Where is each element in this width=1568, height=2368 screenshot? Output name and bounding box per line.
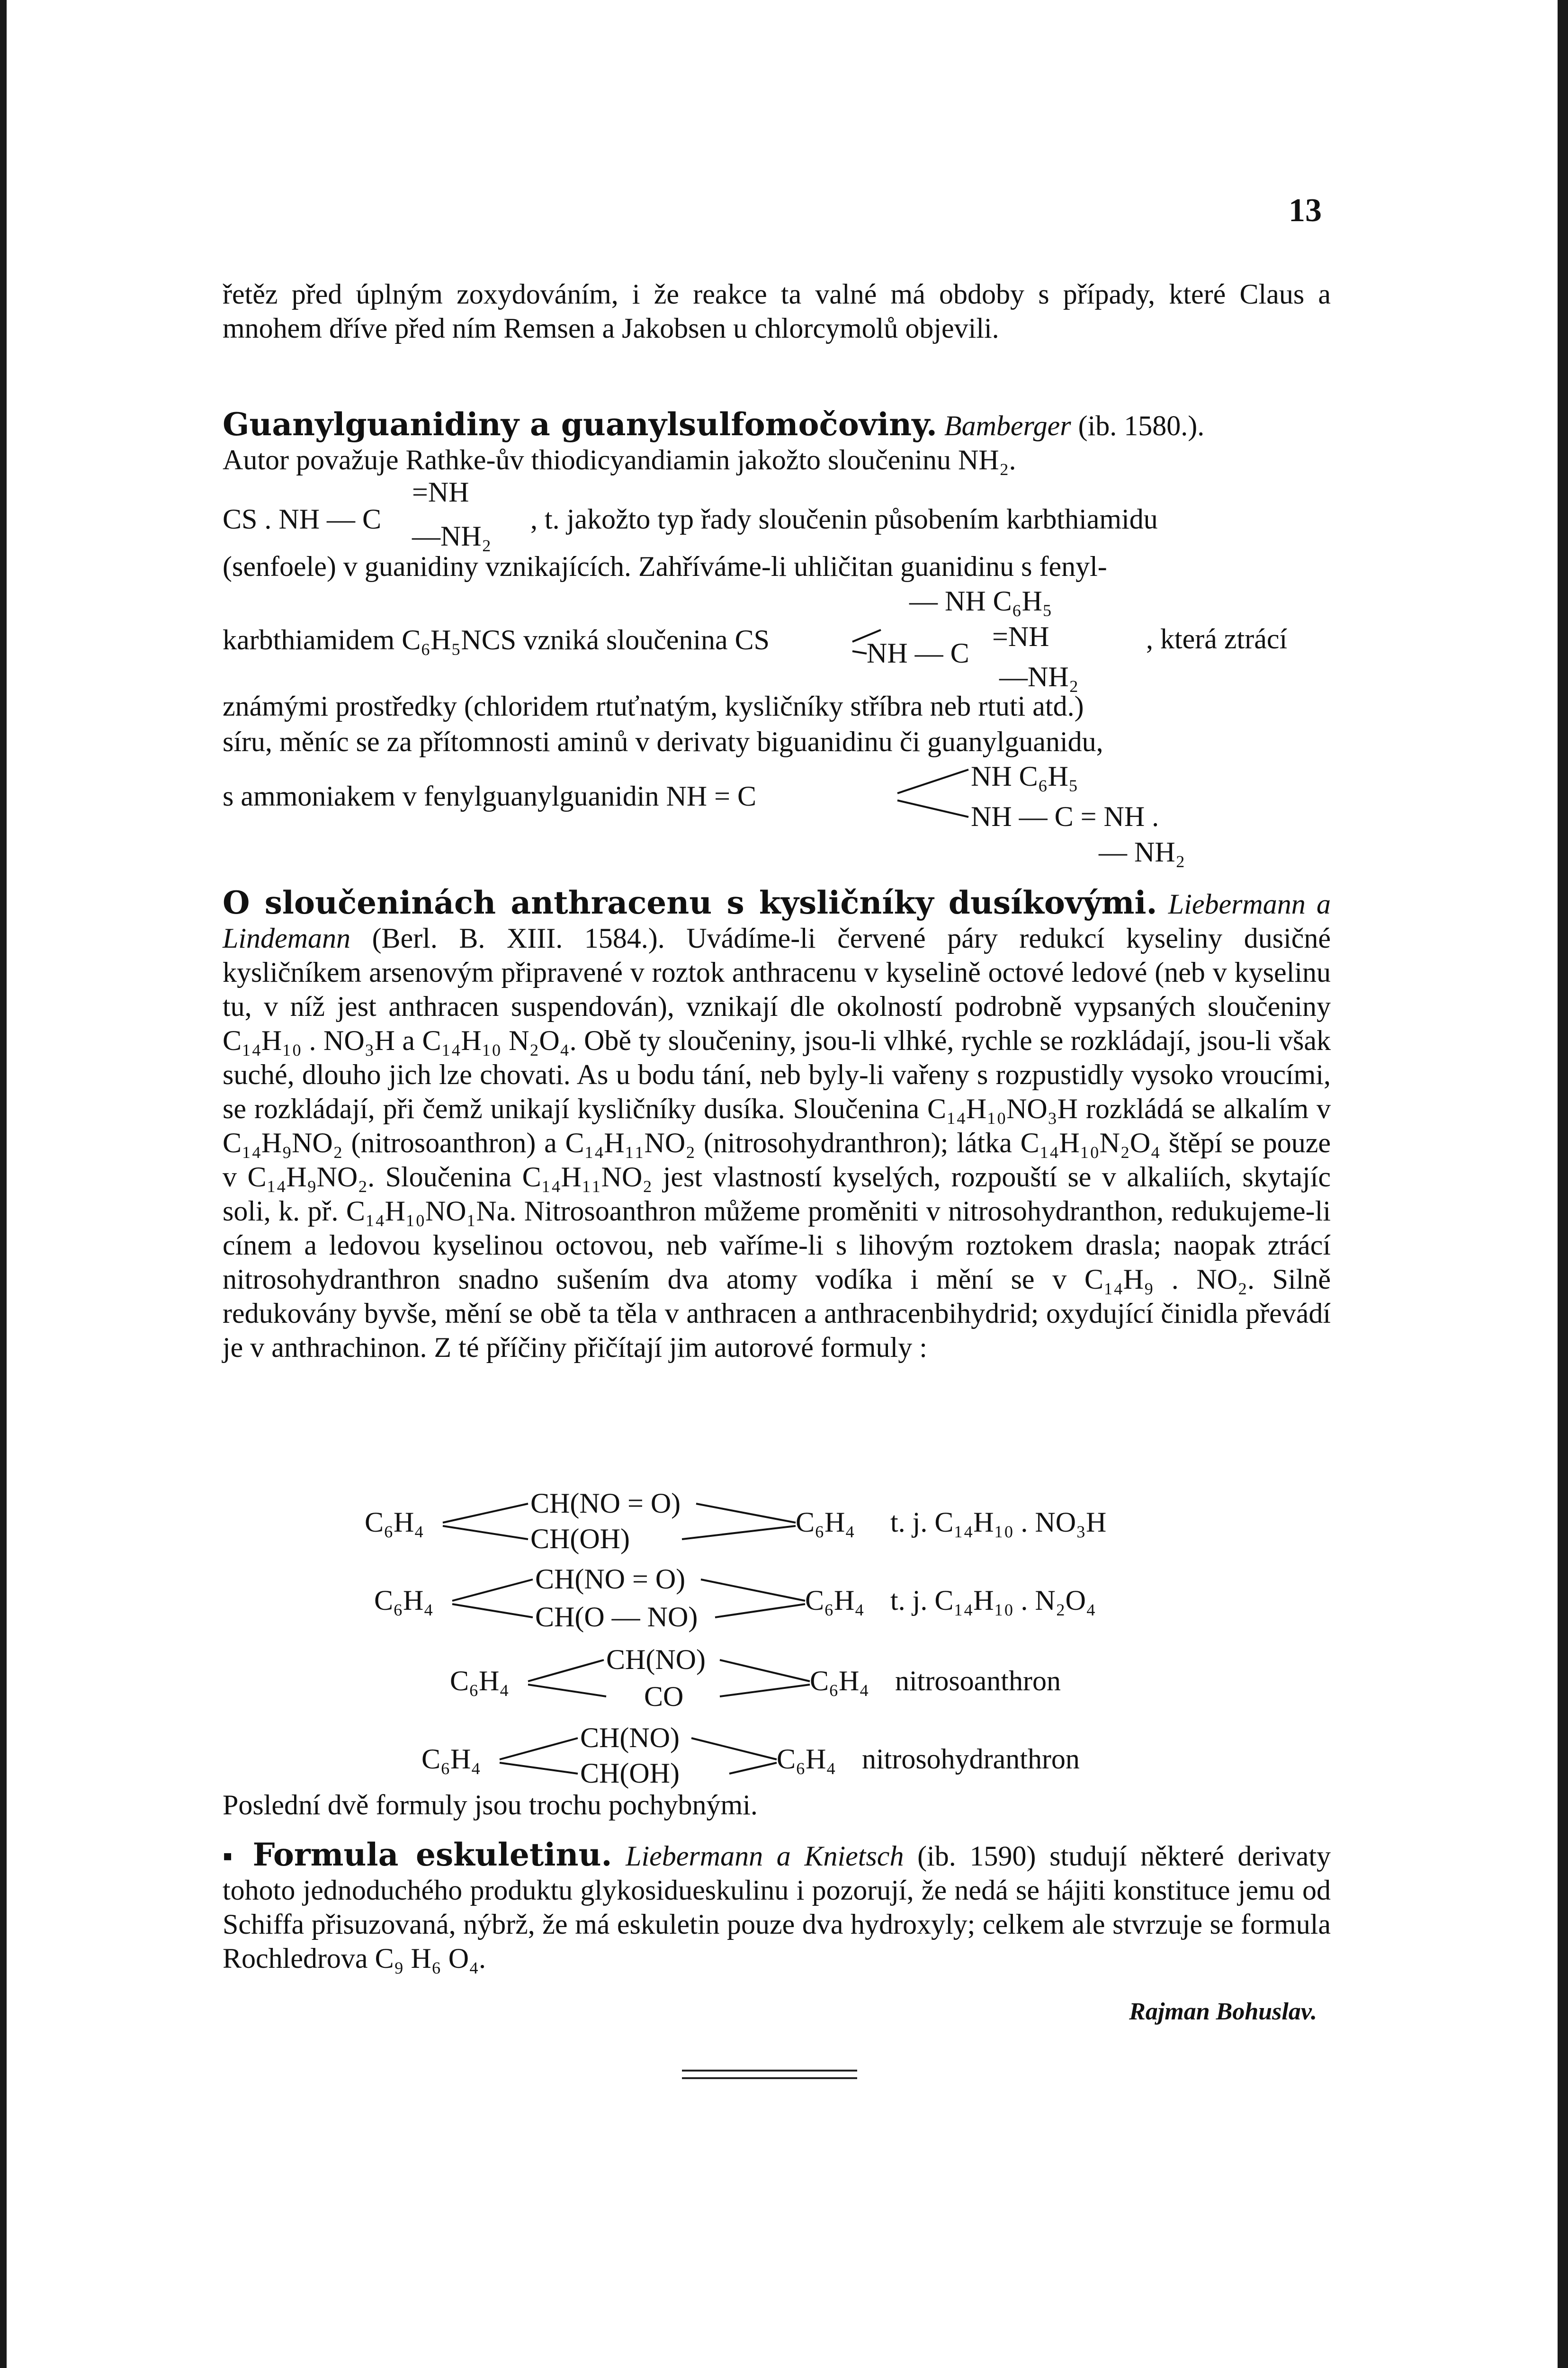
signature: Rajman Bohuslav. xyxy=(1129,1998,1317,2025)
reaction-1-bottom: CH(OH) xyxy=(530,1523,630,1554)
reaction-4-right: C₆H₄ xyxy=(777,1743,836,1775)
reaction-4-note: nitrosohydranthron xyxy=(862,1743,1080,1775)
reaction-2-top: CH(NO = O) xyxy=(535,1563,686,1595)
formula-2-prefix: karbthiamidem C₆H₅NCS vzniká sloučenina CS xyxy=(223,624,770,655)
section-3-author: Liebermann a Knietsch xyxy=(626,1840,904,1872)
bond-r1-ur xyxy=(696,1504,796,1523)
formula-2-suffix: , která ztrácí xyxy=(1146,623,1288,655)
reaction-1-note: t. j. C₁₄H₁₀ . NO₃H xyxy=(890,1507,1107,1538)
section-1-author: Bamberger xyxy=(944,410,1071,441)
formula-3-top: NH C₆H₅ xyxy=(971,761,1078,792)
formula-2-nh: =NH xyxy=(992,621,1049,652)
reaction-4-bottom: CH(OH) xyxy=(580,1758,680,1789)
bond-r4-ur xyxy=(691,1738,777,1759)
reaction-3-right: C₆H₄ xyxy=(810,1665,869,1696)
bond-r2-ul xyxy=(452,1579,533,1601)
reaction-2-note: t. j. C₁₄H₁₀ . N₂O₄ xyxy=(890,1585,1096,1616)
intro-paragraph: řetěz před úplným zoxydováním, i že reakce ta valné má obdoby s případy, které Claus a mnohem dříve před ním Remsen a Jakobsen u chlorcymolů objevili. xyxy=(223,278,1331,344)
bond-r3-lr xyxy=(720,1685,810,1696)
reaction-3-note: nitrosoanthron xyxy=(895,1665,1061,1696)
bond-r4-lr xyxy=(729,1763,777,1774)
bond-r3-ul xyxy=(528,1660,604,1681)
bond-r1-lr xyxy=(682,1526,796,1539)
reaction-3-left: C₆H₄ xyxy=(450,1665,510,1696)
section-1-line-8: síru, měníc se za přítomnosti aminů v derivaty biguanidinu či guanylguanidu, xyxy=(223,726,1103,757)
formula-1-prefix: CS . NH — C xyxy=(223,503,382,535)
reaction-2-right: C₆H₄ xyxy=(805,1585,865,1616)
section-3-paragraph: ▪ Formula eskuletinu. Liebermann a Knietsch (ib. 1590) studují některé derivaty tohoto jednoduchého produktu glykosidueskulinu i pozorují, že nedá se hájiti konstituce jemu od Schiffa přisuzovaná, nýbrž, že má eskuletin pouze dva hydroxyly; celkem ale stvrzuje se formula Rochledrova C₉ H₆ O₄. xyxy=(223,1836,1331,1974)
reaction-4-top: CH(NO) xyxy=(580,1722,680,1753)
bond-f2-lower xyxy=(852,651,867,654)
section-1-line-7: známými prostředky (chloridem rtuťnatým, kysličníky stříbra neb rtuti atd.) xyxy=(223,691,1084,722)
formula-3-bottom: — NH₂ xyxy=(1099,836,1185,868)
bond-r2-lr xyxy=(715,1604,805,1617)
bond-r2-ur xyxy=(701,1579,805,1601)
reaction-1-right: C₆H₄ xyxy=(796,1507,855,1538)
bond-r1-ul xyxy=(443,1504,528,1523)
bond-r3-ll xyxy=(528,1685,606,1696)
reaction-3-bottom: CO xyxy=(644,1681,684,1712)
page-number: 13 xyxy=(1289,192,1322,229)
bond-r3-ur xyxy=(720,1660,810,1681)
section-2-ref: (Berl. B. XIII. 1584.). xyxy=(372,923,665,954)
section-1-title: Guanylguanidiny a guanylsulfomočoviny. xyxy=(223,406,937,443)
formula-2-top: — NH C₆H₅ xyxy=(909,585,1052,617)
section-2-body: Uvádíme-li červené páry redukcí kyseliny dusičné kysličníkem arsenovým připravené v roztok anthracenu v kyselině octové ledové (neb v kyselinu tu, v níž jest anthracen suspendován), vznikají dle okolností podrobně vypsaných sloučeniny C₁₄H₁₀ . NO₃H a C₁₄H₁₀ N₂O₄. Obě ty sloučeniny, jsou-li vlhké, rychle se rozkládají, jsou-li však suché, dlouho jich lze chovati. As u bodu tání, neb byly-li vařeny s rozpustidly vysoko vroucími, se rozkládají, při čemž unikají kysličníky dusíka. Sloučenina C₁₄H₁₀NO₃H rozkládá se alkalím v C₁₄H₉NO₂ (nitrosoanthron) a C₁₄H₁₁NO₂ (nitrosohydranthron); látka C₁₄H₁₀N₂O₄ štěpí se pouze v C₁₄H₉NO₂. Sloučenina C₁₄H₁₁NO₂ jest vlastností kyselých, rozpouští se v alkaliích, skytajíc soli, k. př. C₁₄H₁₀NO₁Na. Nitrosoanthron můžeme proměniti v nitrosohydranthon, redukujeme-li cínem a ledovou kyselinou octovou, neb vaříme-li s lihovým roztokem drasla; naopak ztrácí nitrosohydranthron snadno sušením dva atomy vodíka i mění se v C₁₄H₉ . NO₂. Silně redukovány byvše, mění se obě ta těla v anthracen a anthracenbihydrid; oxydující činidla převádí je v anthrachinon. Z té příčiny přičítají jim autorové formuly : xyxy=(223,923,1331,1363)
formulas-closing-note: Poslední dvě formuly jsou trochu pochybnými. xyxy=(223,1789,758,1821)
reaction-1-top: CH(NO = O) xyxy=(530,1488,681,1519)
formula-1-top: =NH xyxy=(412,476,469,508)
section-2-author: Liebermann a Lindemann xyxy=(223,888,1331,954)
formula-3-middle: NH — C = NH . xyxy=(971,801,1159,832)
formula-2-middle: NH — C xyxy=(867,637,969,669)
reaction-1-left: C₆H₄ xyxy=(365,1507,424,1538)
formula-3-prefix: s ammoniakem v fenylguanylguanidin NH = C xyxy=(223,780,756,812)
section-3-title: Formula eskuletinu. xyxy=(252,1836,612,1873)
bond-r4-ul xyxy=(500,1738,578,1759)
bond-f2-upper xyxy=(852,630,881,642)
section-1-line-1: Autor považuje Rathke-ův thiodicyandiamin jakožto sloučeninu NH₂. xyxy=(223,444,1016,475)
bond-r4-ll xyxy=(500,1763,578,1774)
reaction-3-top: CH(NO) xyxy=(606,1644,706,1675)
reaction-2-left: C₆H₄ xyxy=(374,1585,434,1616)
formula-1-bottom: —NH₂ xyxy=(412,520,492,552)
reaction-2-bottom: CH(O — NO) xyxy=(535,1601,698,1632)
formula-1-suffix: , t. jakožto typ řady sloučenin působením karbthiamidu xyxy=(530,503,1158,535)
reaction-4-left: C₆H₄ xyxy=(421,1743,481,1775)
bond-r2-ll xyxy=(452,1604,533,1617)
bond-f3-lower xyxy=(897,800,968,817)
formula-2-bottom: —NH₂ xyxy=(999,661,1079,692)
section-3-body: (ib. 1590) studují některé derivaty tohoto jednoduchého produktu glykosidueskulinu i pozorují, že nedá se hájiti konstituce jemu od Schiffa přisuzovaná, nýbrž, že má eskuletin pouze dva hydroxyly; celkem ale stvrzuje se formula Rochledrova C₉ H₆ O₄. xyxy=(223,1840,1331,1974)
section-1-ref: (ib. 1580.). xyxy=(1078,410,1205,441)
bond-f3-upper xyxy=(897,770,968,793)
section-1-line-4: (senfoele) v guanidiny vznikajících. Zahříváme-li uhličitan guanidinu s fenyl- xyxy=(223,551,1107,582)
bond-r1-ll xyxy=(443,1526,528,1539)
section-2-title: O sloučeninách anthracenu s kysličníky dusíkovými. xyxy=(223,884,1157,921)
